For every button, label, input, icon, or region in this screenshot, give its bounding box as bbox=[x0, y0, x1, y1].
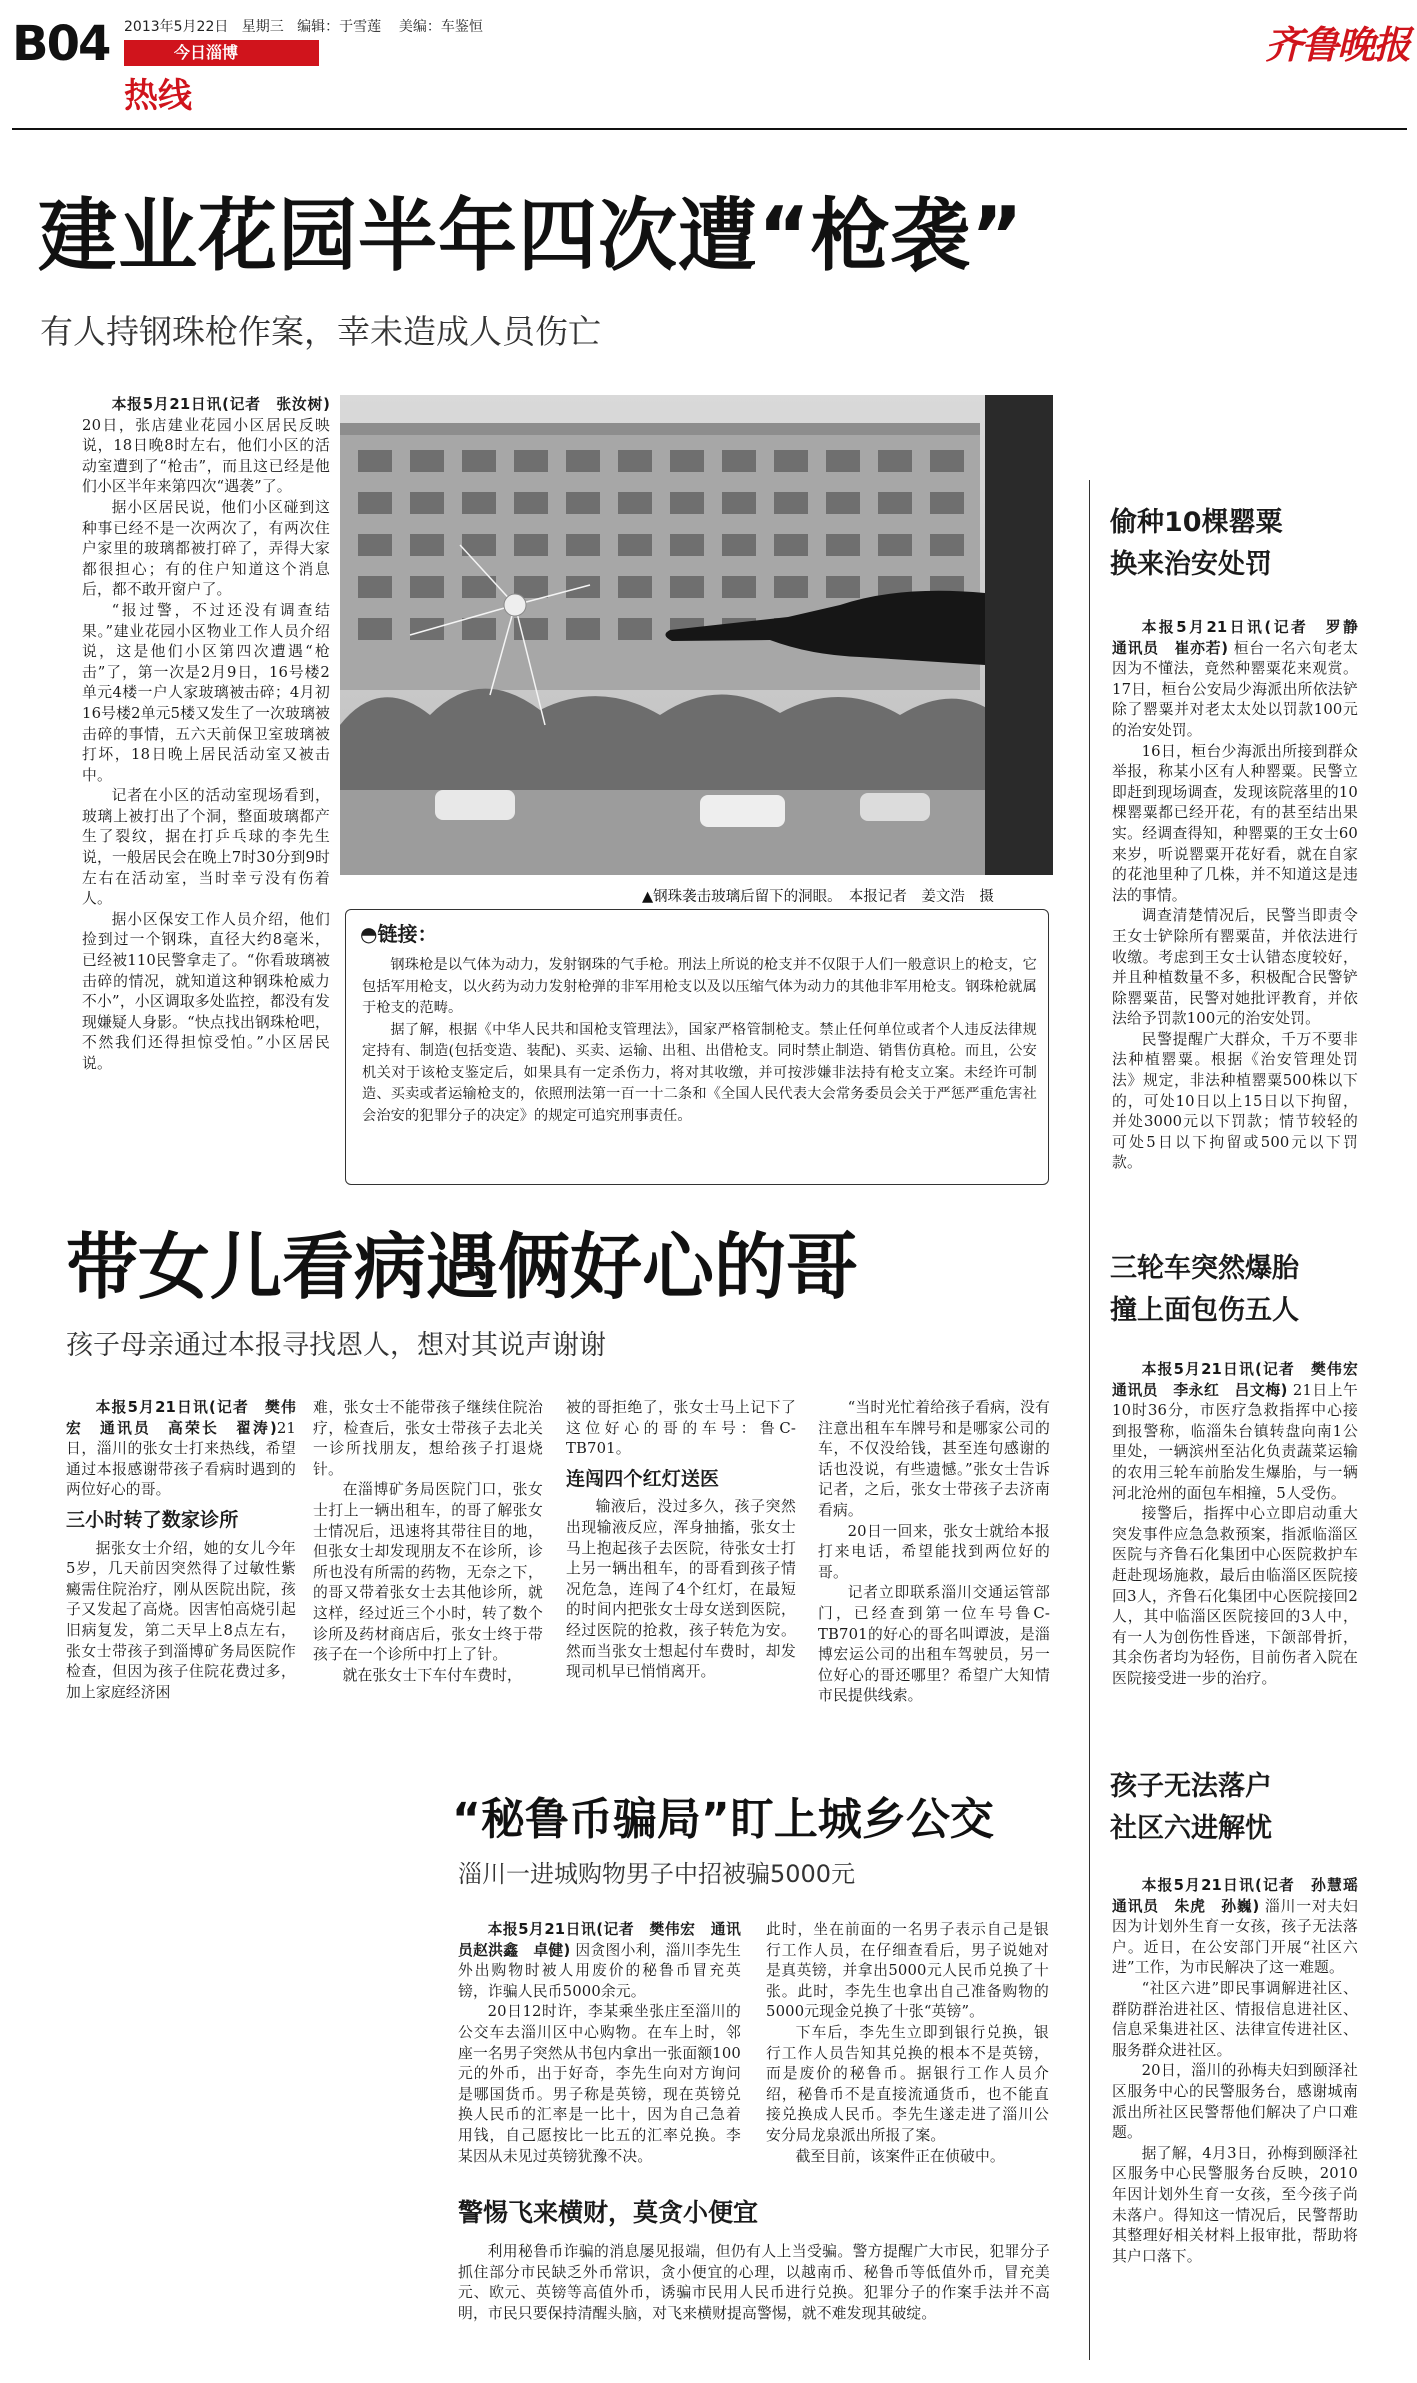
story2-para: 20日一回来，张女士就给本报打来电话，希望能找到两位好的哥。 bbox=[818, 1522, 1050, 1581]
story1-lead: 本报5月21日讯(记者 张汝树) bbox=[111, 396, 330, 413]
story2-sub1: 三小时转了数家诊所 bbox=[66, 1508, 239, 1531]
right2-para: 接警后，指挥中心立即启动重大突发事件应急急救预案，指派临淄区医院与齐鲁石化集团中心医院救护车赶赴现场施救，最后由临淄区医院接回3人，齐鲁石化集团中心医院接回2人，其中临淄区医院接回的3人中，有一人为创伤性昏迷，下颌部骨折，其余伤者均为轻伤，目前伤者入院在医院接受进一步的治疗。 bbox=[1112, 1505, 1358, 1687]
right1-title2: 换来治安处罚 bbox=[1110, 549, 1272, 580]
story3-para: 下车后，李先生立即到银行兑换，银行工作人员告知其兑换的根本不是英镑，而是废价的秘鲁币。据银行工作人员介绍，秘鲁币不是直接流通货币，也不能直接兑换成人民币。李先生遂走进了淄川公安分局龙泉派出所报了案。 bbox=[766, 2023, 1049, 2144]
header-rule bbox=[12, 128, 1407, 130]
story3-para: 20日12时许，李某乘坐张庄至淄川的公交车去淄川区中心购物。在车上时，邻座一名男子突然从书包内拿出一张面额100元的外币，出于好奇，李先生向对方询问是哪国货币。男子称是英镑，现在英镑兑换人民币的汇率是一比十，因为自己急着用钱，自己愿按比一比五的汇率兑换。李某因从未见过英镑犹豫不决。 bbox=[458, 2003, 741, 2165]
story2-col4 bbox=[818, 1398, 1050, 1748]
right3-para: 淄川一对夫妇因为计划外生育一女孩，孩子无法落户。近日，在公安部门开展“社区六进”工作，为市民解决了这一难题。 bbox=[1112, 1897, 1359, 1977]
right2-body bbox=[1112, 1360, 1373, 1745]
story3-col2 bbox=[766, 1920, 1049, 2210]
story3-sub: 警惕飞来横财，莫贪小便宜 bbox=[458, 2198, 759, 2227]
header-date bbox=[124, 16, 483, 36]
right1-para: 16日，桓台少海派出所接到群众举报，称某小区有人种罂粟。民警立即赶到现场调查，发现该院落里的10棵罂粟都已经开花，有的甚至结出果实。经调查得知，种罂粟的王女士60来岁，听说罂粟开花好看，就在自家的花池里种了几株，并不知道这是违法的事情。 bbox=[1112, 742, 1358, 904]
link-para: 据了解，根据《中华人民共和国枪支管理法》，国家严格管制枪支。禁止任何单位或者个人违反法律规定持有、制造(包括变造、装配)、买卖、运输、出租、出借枪支。同时禁止制造、销售仿真枪。而且，公安机关对于该枪支鉴定后，如果具有一定杀伤力，将对其收缴，并可按涉嫌非法持有枪支立案。未经许可制造、买卖或者运输枪支的，依照刑法第一百一十二条和《全国人民代表大会常务委员会关于严惩严重危害社会治安的犯罪分子的决定》的规定可追究刑事责任。 bbox=[362, 1021, 1037, 1124]
designer: 美编：车鉴恒 bbox=[398, 19, 483, 35]
right3-para: 20日，淄川的孙梅夫妇到颐泽社区服务中心的民警服务台，感谢城南派出所社区民警帮他们解决了户口难题。 bbox=[1112, 2062, 1358, 2142]
right2 bbox=[1110, 1248, 1355, 1332]
story2-para: 被的哥拒绝了，张女士马上记下了这位好心的哥的车号：鲁C-TB701。 bbox=[566, 1399, 796, 1458]
section-tag bbox=[124, 40, 319, 66]
story2-lead: 本报5月21日讯(记者 樊伟宏 通讯员 高荣长 翟涛) bbox=[66, 1399, 296, 1437]
story2-headline: 带女儿看病遇俩好心的哥 bbox=[66, 1225, 859, 1309]
story3-lead: 本报5月21日讯(记者 樊伟宏 通讯员赵洪鑫 卓健) bbox=[458, 1921, 741, 1959]
right1-title1: 偷种10棵罂粟 bbox=[1110, 507, 1283, 538]
right1-para: 民警提醒广大群众，千万不要非法种植罂粟。根据《治安管理处罚法》规定，非法种植罂粟500株以下的，可处10日以上15日以下拘留，并处3000元以下罚款；情节较轻的可处5日以下拘留或500元以下罚款。 bbox=[1112, 1030, 1358, 1172]
section-name: 热线 bbox=[124, 76, 192, 116]
story3-para: 利用秘鲁币诈骗的消息屡见报端，但仍有人上当受骗。警方提醒广大市民，犯罪分子抓住部分市民缺乏外币常识，贪小便宜的心理，以越南币、秘鲁币等低值外币，冒充美元、欧元、英镑等高值外币，诱骗市民用人民币进行兑换。犯罪分子的作案手法并不高明，市民只要保持清醒头脑，对飞来横财提高警惕，就不难发现其破绽。 bbox=[458, 2243, 1050, 2322]
story2-para: 难，张女士不能带孩子继续住院治疗，检查后，张女士带孩子去北关一诊所找朋友，想给孩子打退烧针。 bbox=[313, 1399, 543, 1478]
link-title: 链接： bbox=[377, 922, 438, 946]
editor: 编辑：于雪莲 bbox=[297, 19, 382, 35]
right3-lead: 本报5月21日讯(记者 孙慧瑶 通讯员 朱虎 孙巍) bbox=[1112, 1877, 1373, 1915]
right3 bbox=[1110, 1766, 1355, 1850]
right3-title2: 社区六进解忧 bbox=[1110, 1813, 1272, 1844]
story3-tail bbox=[458, 2242, 1050, 2372]
story1-para: 20日，张店建业花园小区居民反映说，18日晚8时左右，他们小区的活动室遭到了“枪击”，而且这已经是他们小区半年来第四次“遇袭”了。 bbox=[82, 416, 330, 496]
right1-body bbox=[1112, 618, 1373, 1218]
story3-col1 bbox=[458, 1920, 741, 2210]
date: 2013年5月22日 bbox=[124, 19, 229, 35]
right3-body bbox=[1112, 1876, 1373, 2366]
story1-photo-caption: ▲钢珠袭击玻璃后留下的洞眼。 本报记者 姜文浩 摄 bbox=[642, 889, 994, 905]
column-rule bbox=[1089, 480, 1090, 2360]
story1-para: 记者在小区的活动室现场看到，玻璃上被打出了个洞，整面玻璃都产生了裂纹，据在打乒乓球的李先生说，一般居民会在晚上7时30分到9时左右在活动室，当时幸亏没有伤着人。 bbox=[82, 787, 330, 908]
right2-para: 21日上午10时36分，市医疗急救指挥中心接到报警称，临淄朱台镇转盘向南1公里处，一辆滨州至沾化负责蔬菜运输的农用三轮车前胎发生爆胎，与一辆河北沧州的面包车相撞，5人受伤。 bbox=[1112, 1381, 1358, 1502]
link-box-title bbox=[360, 918, 437, 947]
link-icon: ◓ bbox=[360, 922, 378, 946]
story2-para: 输液后，没过多久，孩子突然出现输液反应，浑身抽搐，张女士马上抱起孩子去医院，待张女士打上另一辆出租车，的哥看到孩子情况危急，连闯了4个红灯，在最短的时间内把张女士母女送到医院，经过医院的抢救，孩子转危为安。然而当张女士想起付车费时，却发现司机早已悄悄离开。 bbox=[566, 1498, 796, 1681]
story2-para: 在淄博矿务局医院门口，张女士打上一辆出租车，的哥了解张女士情况后，迅速将其带往目的地，但张女士却发现朋友不在诊所，诊所也没有所需的药物，无奈之下，的哥又带着张女士去其他诊所，就这样，经过近三个小时，转了数个诊所及药材商店后，张女士终于带孩子在一个诊所中打上了针。 bbox=[313, 1481, 543, 1664]
story1-subhead: 有人持钢珠枪作案，幸未造成人员伤亡 bbox=[40, 312, 601, 351]
story3-para: 截至目前，该案件正在侦破中。 bbox=[795, 2147, 1005, 2165]
masthead-logo: 齐鲁晚报 bbox=[1265, 22, 1410, 67]
right1 bbox=[1110, 502, 1355, 586]
right3-title1: 孩子无法落户 bbox=[1110, 1771, 1272, 1802]
section-tag-label: 今日淄博 bbox=[174, 43, 239, 62]
right3-para: 据了解，4月3日，孙梅到颐泽社区服务中心民警服务台反映，2010年因计划外生育一女孩，至今孩子尚未落户。得知这一情况后，民警帮助其整理好相关材料上报审批，帮助将其户口落下。 bbox=[1112, 2144, 1358, 2265]
right2-title1: 三轮车突然爆胎 bbox=[1110, 1253, 1299, 1284]
right1-para: 调查清楚情况后，民警当即责令王女士铲除所有罂粟苗，并依法进行收缴。考虑到王女士认错态度较好，并且种植数量不多，积极配合民警铲除罂粟苗，民警对她批评教育，并依法给予罚款100元的治安处罚。 bbox=[1112, 907, 1358, 1028]
link-para: 钢珠枪是以气体为动力，发射钢珠的气手枪。刑法上所说的枪支并不仅限于人们一般意识上的枪支，它包括军用枪支，以火药为动力发射枪弹的非军用枪支以及以压缩气体为动力的其他非军用枪支。钢珠枪就属于枪支的范畴。 bbox=[362, 957, 1037, 1016]
story2-sub2: 连闯四个红灯送医 bbox=[566, 1467, 720, 1490]
page-code: B04 bbox=[12, 16, 110, 72]
story2-col2 bbox=[313, 1398, 543, 1748]
story1-para: “报过警，不过还没有调查结果。”建业花园小区物业工作人员介绍说，这是他们小区第四次遭遇“枪击”了，第一次是2月9日，16号楼2单元4楼一户人家玻璃被击碎；4月初16号楼2单元5楼又发生了一次玻璃被击碎的事情，五六天前保卫室玻璃被打坏，18日晚上居民活动室又被击中。 bbox=[82, 601, 330, 784]
link-box-body bbox=[362, 955, 1037, 1127]
story1-para: 据小区居民说，他们小区碰到这种事已经不是一次两次了，有两次住户家里的玻璃都被打碎了，弄得大家都很担心；有的住户知道这个消息后，都不敢开窗户了。 bbox=[82, 498, 330, 599]
story2-para: 就在张女士下车付车费时， bbox=[342, 1666, 522, 1684]
right1-para: 桓台一名六旬老太因为不懂法，竟然种罂粟花来观赏。17日，桓台公安局少海派出所依法铲除了罂粟并对老太太处以罚款100元的治安处罚。 bbox=[1112, 639, 1358, 739]
story3-para: 因贪图小利，淄川李先生外出购物时被人用废价的秘鲁币冒充英镑，诈骗人民币5000余元。 bbox=[458, 1941, 741, 2000]
story3-para: 此时，坐在前面的一名男子表示自己是银行工作人员，在仔细查看后，男子说她对是真英镑，并拿出5000元人民币兑换了十张。此时，李先生也拿出自己准备购物的5000元现金兑换了十张“英镑”。 bbox=[766, 1921, 1049, 2021]
story2-col3 bbox=[566, 1398, 796, 1748]
right2-title2: 撞上面包伤五人 bbox=[1110, 1295, 1299, 1326]
story1-headline: 建业花园半年四次遭“枪袭” bbox=[38, 190, 1024, 282]
right3-para: “社区六进”即民事调解进社区、群防群治进社区、情报信息进社区、信息采集进社区、法律宣传进社区、服务群众进社区。 bbox=[1112, 1979, 1358, 2059]
story3-subhead: 淄川一进城购物男子中招被骗5000元 bbox=[458, 1860, 856, 1888]
story2-intro: 21日，淄川的张女士打来热线，希望通过本报感谢带孩子看病时遇到的两位好心的哥。 bbox=[66, 1419, 296, 1499]
story2-col1 bbox=[66, 1398, 296, 1748]
story3-headline: “秘鲁币骗局”盯上城乡公交 bbox=[452, 1794, 994, 1845]
story2-para: “当时光忙着给孩子看病，没有注意出租车车牌号和是哪家公司的车，不仅没给钱，甚至连句感谢的话也没说，有些遗憾。”张女士告诉记者，之后，张女士带孩子去济南看病。 bbox=[818, 1399, 1050, 1519]
story1-body bbox=[82, 395, 330, 1185]
story1-para: 据小区保安工作人员介绍，他们捡到过一个钢珠，直径大约8毫米，已经被110民警拿走了。“你看玻璃被击碎的情况，就知道这种钢珠枪威力不小”，小区调取多处监控，都没有发现嫌疑人身影。“快点找出钢珠枪吧，不然我们还得担惊受怕。”小区居民说。 bbox=[82, 910, 330, 1072]
right2-lead: 本报5月21日讯(记者 樊伟宏 通讯员 李永红 吕文梅) bbox=[1112, 1361, 1373, 1399]
right1-lead: 本报5月21日讯(记者 罗静 通讯员 崔亦若) bbox=[1112, 619, 1373, 657]
story2-para: 记者立即联系淄川交通运管部门，已经查到第一位车号鲁C-TB701的好心的哥名叫谭波，是淄博宏运公司的出租车驾驶员，另一位好心的哥还哪里？希望广大知情市民提供线索。 bbox=[818, 1584, 1050, 1705]
story2-para: 据张女士介绍，她的女儿今年5岁，几天前因突然得了过敏性紫癜需住院治疗，刚从医院出院，孩子又发起了高烧。因害怕高烧引起旧病复发，第二天早上8点左右，张女士带孩子到淄博矿务局医院作检查，但因为孩子住院花费过多，加上家庭经济困 bbox=[66, 1539, 296, 1701]
story2-subhead: 孩子母亲通过本报寻找恩人，想对其说声谢谢 bbox=[66, 1330, 606, 1361]
story1-photo bbox=[340, 395, 1053, 875]
weekday: 星期三 bbox=[241, 19, 284, 35]
